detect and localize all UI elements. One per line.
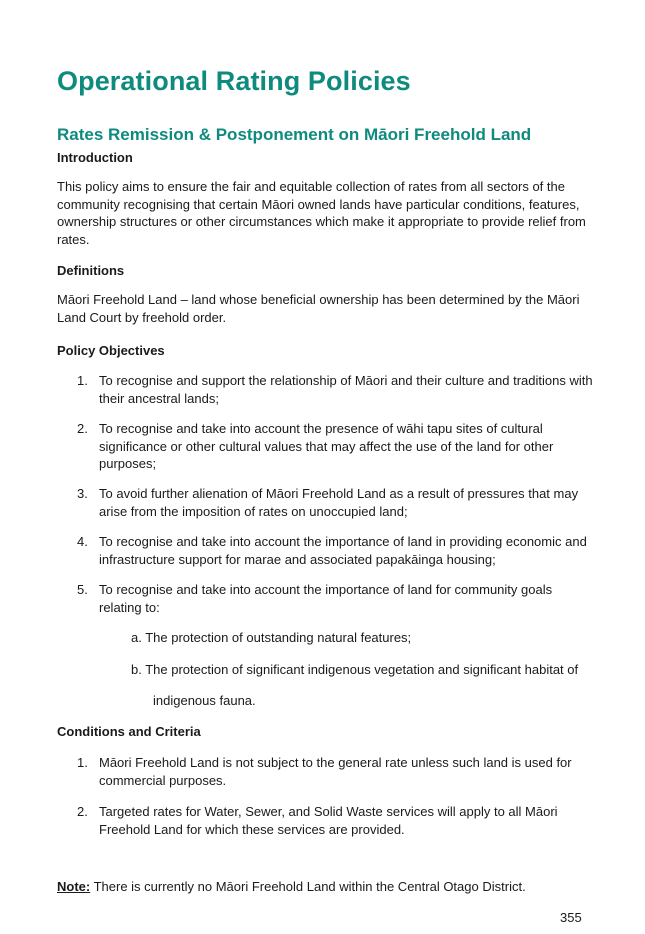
list-text: Māori Freehold Land is not subject to the general rate unless such land is used for commercial purposes. — [99, 755, 572, 788]
list-text: To recognise and take into account the presence of wāhi tapu sites of cultural significance or other cultural values that may affect the use of the land for other purposes; — [99, 421, 554, 471]
list-number: 3. — [77, 486, 88, 501]
conditions-heading: Conditions and Criteria — [57, 724, 201, 739]
objectives-heading: Policy Objectives — [57, 343, 165, 358]
sub-list-item-continuation: indigenous fauna. — [153, 693, 256, 708]
definitions-text: Māori Freehold Land – land whose beneficial ownership has been determined by the Māori Land Court by freehold order. — [57, 292, 580, 325]
section-subtitle: Rates Remission & Postponement on Māori Freehold Land — [57, 125, 532, 144]
introduction-text: This policy aims to ensure the fair and equitable collection of rates from all sectors of the community recognising that certain Māori owned lands have particular conditions, features, ownership structures or other circumstances which make it appropriate to provide relief from rates. — [57, 179, 586, 247]
page-number: 355 — [560, 910, 582, 925]
introduction-heading: Introduction — [57, 150, 133, 165]
list-text: To recognise and take into account the importance of land in providing economic and infrastructure support for marae and associated papakāinga housing; — [99, 534, 587, 567]
list-number: 2. — [77, 421, 88, 436]
list-number: 5. — [77, 582, 88, 597]
list-text: Targeted rates for Water, Sewer, and Solid Waste services will apply to all Māori Freehold Land for which these services are provided. — [99, 804, 558, 837]
list-number: 2. — [77, 804, 88, 819]
page-title: Operational Rating Policies — [57, 66, 411, 96]
note-text: There is currently no Māori Freehold Land within the Central Otago District. — [90, 879, 526, 894]
sub-list-item: a. The protection of outstanding natural features; — [131, 630, 412, 645]
list-number: 1. — [77, 373, 88, 388]
list-number: 4. — [77, 534, 88, 549]
note-label: Note: — [57, 879, 91, 894]
list-text: To recognise and take into account the importance of land for community goals relating to: — [99, 582, 553, 615]
list-text: To avoid further alienation of Māori Freehold Land as a result of pressures that may arise from the imposition of rates on unoccupied land; — [99, 486, 579, 519]
note — [57, 879, 526, 894]
sub-list-item: b. The protection of significant indigenous vegetation and significant habitat of — [131, 662, 579, 677]
list-number: 1. — [77, 755, 88, 770]
list-text: To recognise and support the relationship of Māori and their culture and traditions with their ancestral lands; — [99, 373, 593, 406]
definitions-heading: Definitions — [57, 263, 125, 278]
